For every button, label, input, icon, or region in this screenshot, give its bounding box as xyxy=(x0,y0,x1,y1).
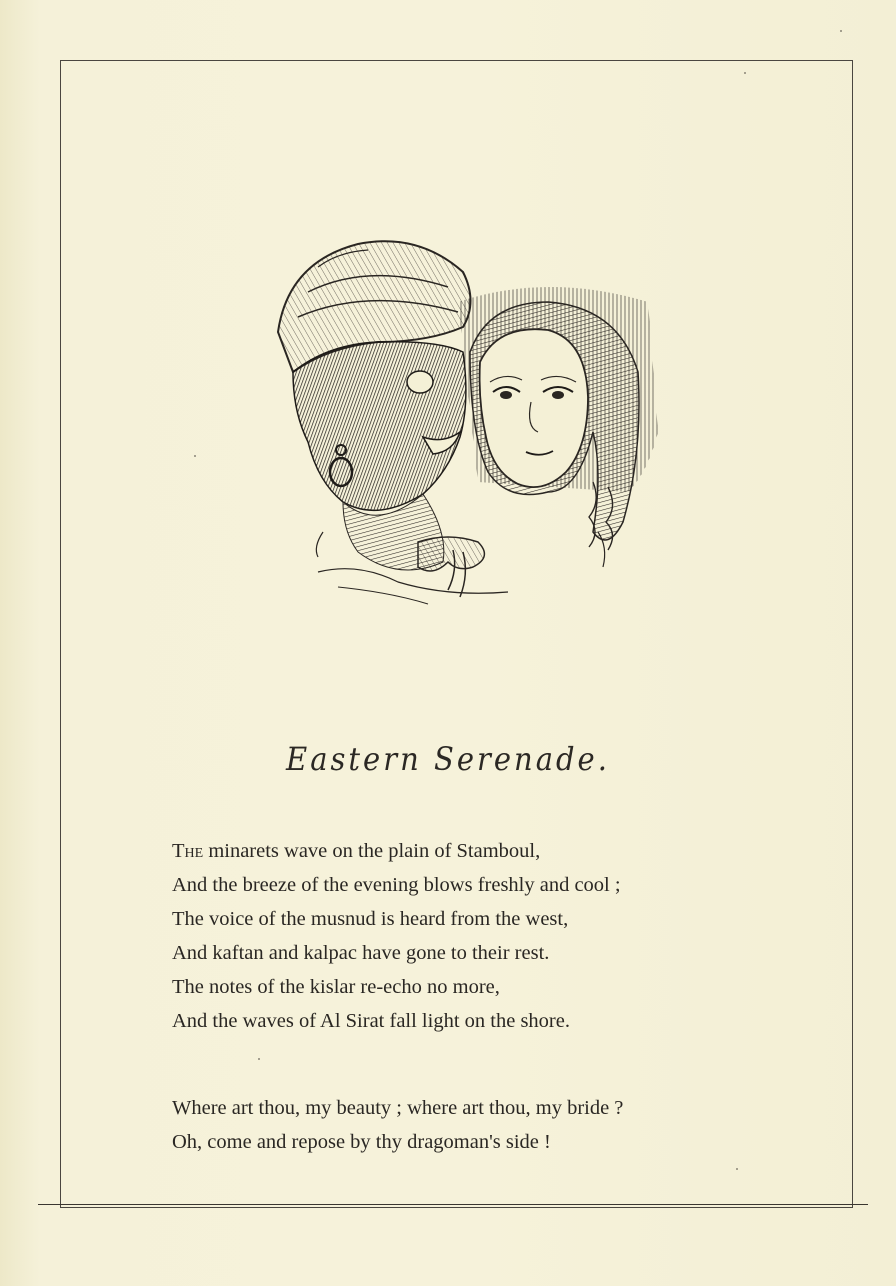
stanza-1-line-3: The voice of the musnud is heard from the west, xyxy=(172,908,569,930)
stanza-2-line-1: Where art thou, my beauty ; where art thou, my bride ? xyxy=(172,1097,624,1119)
paper-speck xyxy=(840,30,842,32)
stanza-1-line-6: And the waves of Al Sirat fall light on the shore. xyxy=(172,1010,570,1032)
hand xyxy=(418,537,484,571)
stanza-2-line-2: Oh, come and repose by thy dragoman's side ! xyxy=(172,1131,551,1153)
stanza-1-line-1 xyxy=(172,834,822,868)
stanza-1-line-1-rest: minarets wave on the plain of Stamboul, xyxy=(203,840,541,862)
paper-speck xyxy=(736,1168,738,1170)
man-face xyxy=(293,342,466,511)
paper-speck xyxy=(258,1058,260,1060)
woman-face xyxy=(480,329,588,487)
poem-title: Eastern Serenade. xyxy=(286,740,610,778)
engraving-illustration xyxy=(248,232,668,612)
paper-speck xyxy=(194,455,196,457)
stanza-1-line-2: And the breeze of the evening blows freshly and cool ; xyxy=(172,874,621,896)
paper-speck xyxy=(744,72,746,74)
stanza-2 xyxy=(172,1091,822,1159)
bottom-rule xyxy=(38,1204,868,1205)
stanza-1 xyxy=(172,834,822,1038)
stanza-1-line-4: And kaftan and kalpac have gone to their rest. xyxy=(172,942,550,964)
small-caps-first-word: The xyxy=(172,840,204,862)
stanza-1-line-5: The notes of the kislar re-echo no more, xyxy=(172,976,500,998)
